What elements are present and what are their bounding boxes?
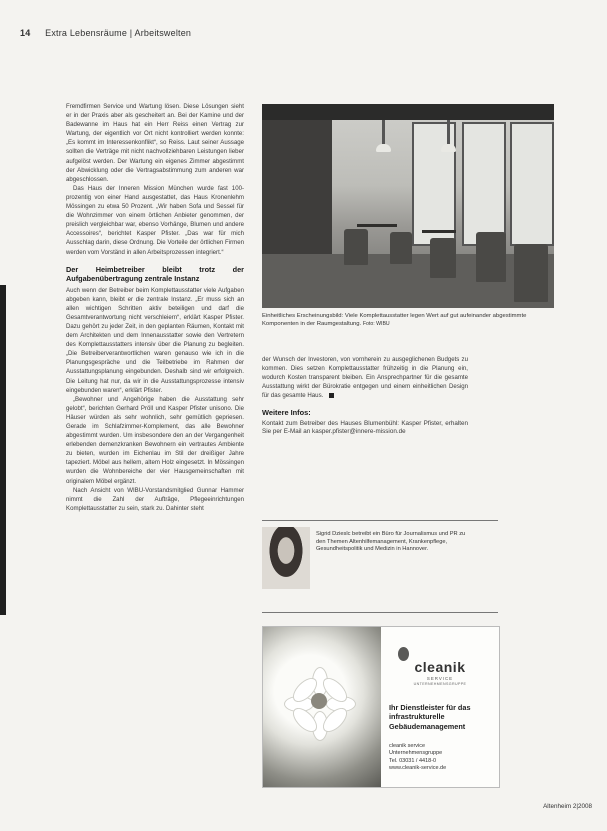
author-photo [262,527,310,589]
right-column [262,355,468,437]
section-heading: Der Heimbetreiber bleibt trotz der Aufgabenübertragung zentrale Instanz [66,264,244,284]
ad-slogan: Ihr Dienstleister für das infrastrukturelle Gebäudemanagement [389,703,471,731]
caption-text: Einheitliches Erscheinungsbild: Viele Komplettausstatter legen Wert auf gut aufeinander abgestimmte Komponenten in der Raumgestaltung. [262,313,527,327]
photo-caption [262,313,554,328]
photo-chair [344,229,368,265]
photo-chair [390,232,412,264]
section-title: Extra Lebensräume | Arbeitswelten [45,28,192,38]
photo-table [422,230,456,233]
flower-center [311,693,327,709]
paragraph [262,355,468,400]
contact-website: www.cleanik-service.de [389,764,447,771]
contact-name: cleanik service [389,743,426,749]
photo-chair [476,232,506,282]
logo-subtitle-2: UNTERNEHMENSGRUPPE [413,682,467,686]
photo-window [462,122,506,246]
logo-wordmark: cleanik [414,659,466,675]
photo-ceiling [262,104,554,120]
photo-window [510,122,554,246]
ad-contact [389,743,495,772]
paragraph-text: der Wunsch der Investoren, von vornherein zu ausgeglichenen Budgets zu kommen. Dies setzen Komplettausstatter frühzeitig in die Planung ein, wodurch Kosten transparent bleiben. Ein Ansprechpartner für die gesamte Ausstattung wirkt der Bürokratie entgegen und einem einheitlichen Design für das gesamte Haus. [262,356,468,400]
contact-phone: Tel. 03031 / 4418-0 [389,757,437,764]
divider [262,612,498,613]
paragraph: Auch wenn der Betreiber beim Komplettausstatter viele Aufgaben abgeben kann, bleibt er die zentrale Instanz. „Er muss sich an allen wichtigen Schritten aktiv beteiligen und darf die Gesamtverantwortung nicht verschleiern“, erklärt Kasper Pfister. Dazu gehört zu jeder Zeit, in den geplanten Räumen, Kontakt mit dem Architekten und dem Innenausstatter sowie den Vertretern des Komplettausstatters intensiv über die Planung zu begleiten. „Die Betreiberverantwortlichen waren genauso wie ich in die Planungsgespräche und die Teilbetriebe im Rahmen der Ausstattungsplanung eingebunden. Deshalb sind wir erfolgreich. Die Leitung hat nur, da wir in die Ausstattungsprozesse intensiv eingebunden waren“, erklärt Pfister. [66,286,244,394]
paragraph: Fremdfirmen Service und Wartung lösen. Diese Lösungen sieht er in der Praxis aber als gescheitert an. Bei der Kamine und der Badewanne im Haus hat ein Herr Reiss einen Vertrag zur Wartung, der eigentlich vor Ort nicht kontrolliert werden konnte: „Es kommt im Interessenkonflikt“, so Reiss. Laut seiner Aussage sollten die Verträge mit nicht nachvollziehbaren Leistungen lieber aufgelöst werden. Der Wartung ein eigenes Zimmer abgestimmt der Abwicklung oder die Vertragsabstimmung zum anderen war abgeschlossen. [66,103,244,183]
photo-lamp [447,120,450,146]
photo-credit: Foto: WIBU [362,320,390,327]
page-edge-bar [0,285,6,615]
paragraph: „Bewohner und Angehörige haben die Ausstattung sehr gelobt“, berichten Gerhard Pröll und Kasper Pfister unisono. Die Häuser würden als sehr wohnlich, sehr gemütlich gepriesen. Gerade im Schlafzimmer-Komplement, das alle Bewohner abgestimmt wurden. Um insbesondere den an der Vergangenheit erlebenden demenzkranken Bewohnern ein vertrautes Ambiente zu bieten, wurden im Eichenlau im Stil der dreißiger Jahre tapeziert. Möbel aus hellem, altem Holz eingesetzt. In Mössingen wurden die Wohnbereiche der vier Hausgemeinschaften mit originalem Möbel ergänzt. [66,395,244,485]
logo-subtitle: SERVICE [426,676,454,681]
interior-photo [262,104,554,308]
info-text: Kontakt zum Betreiber des Hauses Blumenbühl: Kasper Pfister, erhalten Sie per E-Mail an kasper.pfister@innere-mission.de [262,419,468,436]
paragraph: Nach Ansicht von WIBU-Vorstandsmitglied Gunnar Hammer nimmt die Zahl der Aufträge, Pflegeeinrichtungen Komplettausstatter zu sein, stark zu. Dahinter steht [66,486,244,512]
photo-chair [430,238,456,278]
advertisement [262,626,500,788]
page-footer: Altenheim 2|2008 [543,803,592,810]
page-number: 14 [20,28,31,38]
end-mark-icon [329,393,334,398]
contact-group: Unternehmensgruppe [389,750,443,757]
photo-lamp [382,120,385,146]
left-column [66,102,244,513]
photo-chair [514,244,548,302]
divider [262,520,498,521]
page-header [20,28,580,38]
paragraph: Das Haus der Inneren Mission München wurde fast 100-prozentig von einer Hand ausgestattet, das Haus Kronenlehm Mössingen zu etwa 50 Prozent. „Wir haben Sofa und Sessel für die Wohnzimmer von einem örtlichen Anbieter genommen, der preislich vergleichbar war, ebenso Vorhänge, Blumen und andere Accessoires“, berichtet Kasper Pfister. „Das war für mich Ausschlag darin, diese Ordnung. Die Vorteile der örtlichen Firmen werden vom Vorständ in allen Arbeitsprozessen integriert.“ [66,184,244,256]
author-bio: Sigrid Dzieslc betreibt ein Büro für Journalismus und PR zu den Themen Altenhilfemanagement, Krankenpflege, Gesundheitspolitik und Medizin in Hannover. [316,531,466,553]
photo-table [357,224,397,227]
info-heading: Weitere Infos: [262,408,311,418]
